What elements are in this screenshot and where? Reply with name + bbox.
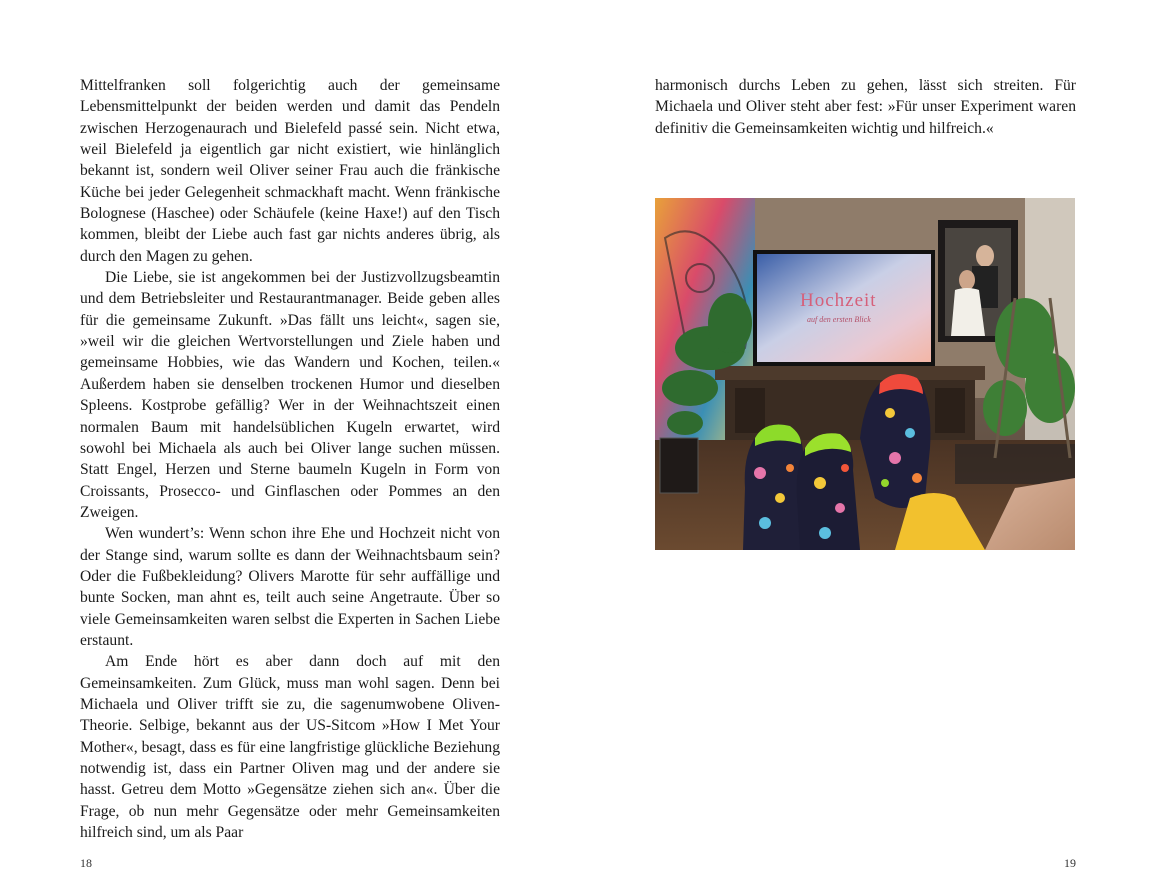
tv-subtitle: auf den ersten Blick <box>807 315 871 324</box>
photo-illustration <box>655 198 1075 550</box>
paragraph: Wen wundert’s: Wenn schon ihre Ehe und Hochzeit nicht von der Stange sind, warum sollte es dann der Weihnachtsbaum sein? Oder die Fußbekleidung? Olivers Marotte für sehr auffällige und bunte Socken, man ahnt es, teilt auch seine Angetraute. Über so viele Gemeinsamkeiten waren selbst die Experten in Sachen Liebe erstaunt. <box>80 525 500 649</box>
paragraph: harmonisch durchs Leben zu gehen, lässt sich streiten. Für Michaela und Oliver steht aber fest: »Für unser Experiment waren definitiv die Gemeinsamkeiten wichtig und hilfreich.« <box>655 77 1076 137</box>
tv-title: Hochzeit <box>800 290 877 311</box>
paragraph: Die Liebe, sie ist angekommen bei der Justizvollzugsbeamtin und dem Betriebsleiter und Restaurantmanager. Beide geben alles für die gemeinsame Zukunft. »Das fällt uns leicht«, sagen sie, »weil wir die gleichen Wertvorstellungen und Ziele haben und gemeinsame Hobbies, wie das Wandern und Kochen, teilen.« Außerdem haben sie denselben trockenen Humor und dieselben Spleens. Kostprobe gefällig? Wer in der Weihnachtszeit einen normalen Baum mit handelsüblichen Kugeln erwartet, wird sowohl bei Michaela als auch bei Oliver lange suchen müssen. Statt Engel, Herzen und Sterne baumeln Kugeln in Form von Croissants, Prosecco- und Ginflaschen oder Pommes an den Zweigen. <box>80 269 500 521</box>
right-page <box>580 0 1159 895</box>
left-page-body <box>80 75 500 843</box>
paragraph: Am Ende hört es aber dann doch auf mit den Gemeinsamkeiten. Zum Glück, muss man wohl sagen. Denn bei Michaela und Oliver trifft sie zu, die sagenumwobene Oliven-Theorie. Selbige, bekannt aus der US-Sitcom »How I Met Your Mother«, besagt, dass es für eine langfristige glückliche Beziehung notwendig ist, dass ein Partner Oliven mag und der andere sie hasst. Getreu dem Motto »Gegensätze ziehen sich an«. Über die Frage, ob nun mehr Gegensätze oder mehr Gemeinsamkeiten hilfreich sind, um als Paar <box>80 653 500 842</box>
page-number: 18 <box>80 856 92 870</box>
paragraph: Mittelfranken soll folgerichtig auch der gemeinsame Lebensmittelpunkt der beiden werden und damit das Pendeln zwischen Herzogenaurach und Bielefeld passé sein. Nicht etwa, weil Bielefeld ja eigentlich gar nicht existiert, wie hinlänglich bekannt ist, sondern weil Oliver seiner Frau auch die fränkische Küche bei jeder Gelegenheit schmackhaft macht. Wenn fränkische Bolognese (Haschee) oder Schäufele (keine Haxe!) auf den Tisch kommen, bleibt der Liebe auch fast gar nichts anderes übrig, als durch den Magen zu gehen. <box>80 77 500 265</box>
page-number: 19 <box>1064 856 1076 870</box>
living-room-photo <box>655 198 1075 550</box>
right-page-body <box>655 75 1076 139</box>
